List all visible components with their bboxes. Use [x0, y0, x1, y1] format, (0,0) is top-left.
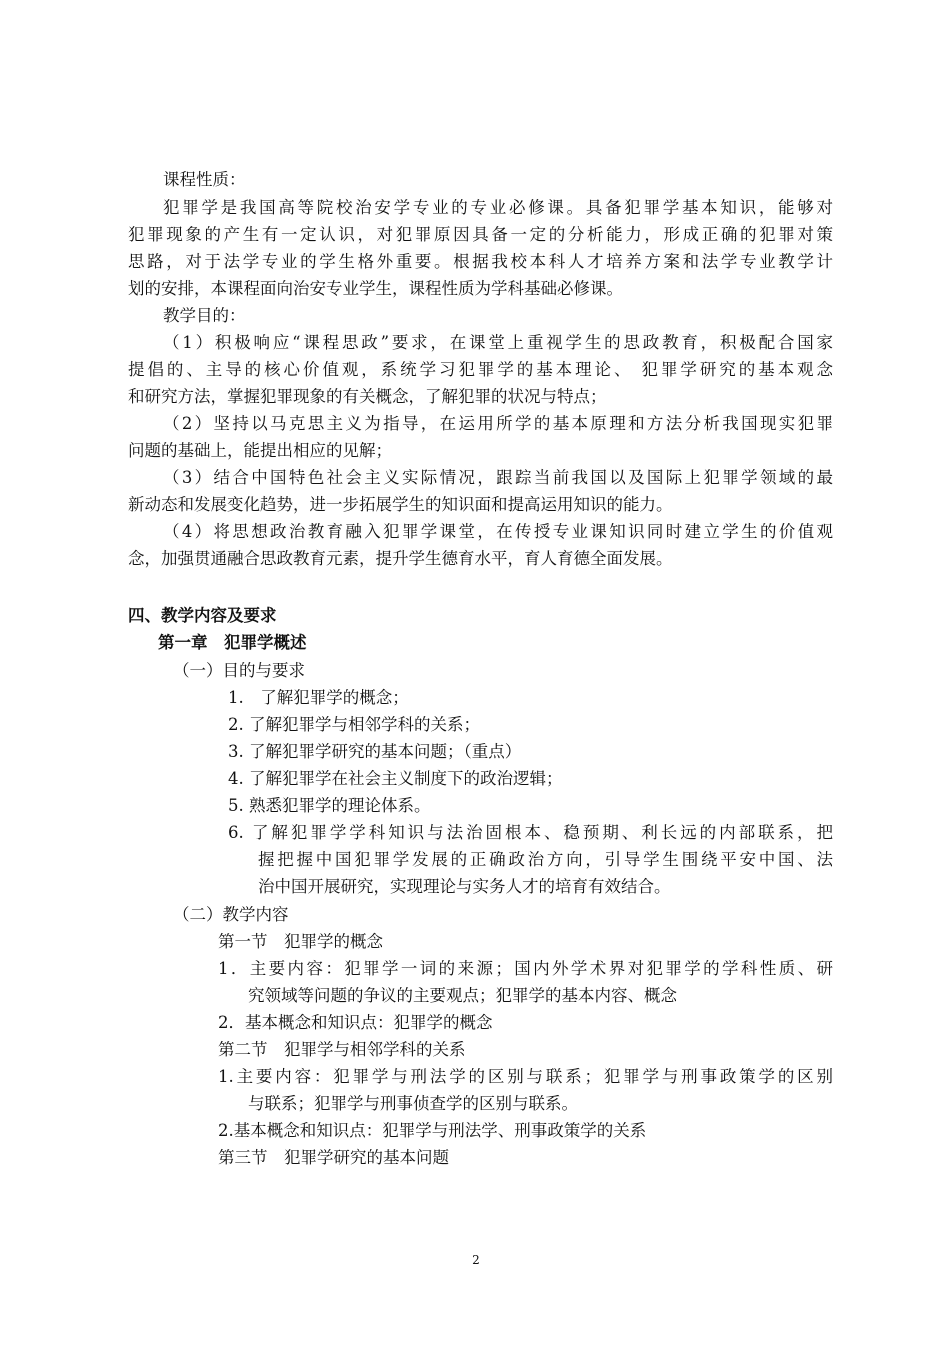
text-line: 究领域等问题的争议的主要观点；犯罪学的基本内容、概念 — [248, 986, 677, 1005]
page-number: 2 — [472, 1253, 480, 1267]
text-line: 和研究方法，掌握犯罪现象的有关概念，了解犯罪的状况与特点； — [128, 387, 607, 406]
text-line: 与联系；犯罪学与刑事侦查学的区别与联系。 — [248, 1094, 578, 1113]
text-line: 思路，对于法学专业的学生格外重要。根据我校本科人才培养方案和法学专业教学计 — [128, 252, 833, 271]
list-item: 3. 了解犯罪学研究的基本问题；（重点） — [228, 742, 522, 761]
text-line: 问题的基础上，能提出相应的见解； — [128, 441, 392, 460]
list-item-continuation: 握把握中国犯罪学发展的正确政治方向，引导学生围绕平安中国、法 — [258, 850, 833, 869]
text-line: 划的安排，本课程面向治安专业学生，课程性质为学科基础必修课。 — [128, 279, 623, 298]
text-line: （4）将思想政治教育融入犯罪学课堂，在传授专业课知识同时建立学生的价值观 — [163, 522, 833, 541]
text-line: 新动态和发展变化趋势，进一步拓展学生的知识面和提高运用知识的能力。 — [128, 495, 673, 514]
list-item: 4. 了解犯罪学在社会主义制度下的政治逻辑； — [228, 769, 563, 788]
text-line: 2．基本概念和知识点：犯罪学的概念 — [218, 1013, 493, 1032]
text-line: 犯罪现象的产生有一定认识，对犯罪原因具备一定的分析能力，形成正确的犯罪对策 — [128, 225, 833, 244]
list-item-continuation: 治中国开展研究，实现理论与实务人才的培育有效结合。 — [258, 877, 671, 896]
list-item: 2. 了解犯罪学与相邻学科的关系； — [228, 715, 480, 734]
section-title: 第二节 犯罪学与相邻学科的关系 — [218, 1040, 466, 1059]
section-title: 第三节 犯罪学研究的基本问题 — [218, 1148, 449, 1167]
text-line: 教学目的： — [163, 306, 246, 325]
text-line: 念，加强贯通融合思政教育元素，提升学生德育水平，育人育德全面发展。 — [128, 549, 673, 568]
list-item: 5. 熟悉犯罪学的理论体系。 — [228, 796, 431, 815]
text-line: （3）结合中国特色社会主义实际情况，跟踪当前我国以及国际上犯罪学领域的最 — [163, 468, 833, 487]
text-line: 提倡的、主导的核心价值观，系统学习犯罪学的基本理论、 犯罪学研究的基本观念 — [128, 360, 833, 379]
subsection-heading: （一）目的与要求 — [173, 661, 305, 680]
section-title: 第一节 犯罪学的概念 — [218, 932, 383, 951]
text-line: （1）积极响应“课程思政”要求，在课堂上重视学生的思政教育，积极配合国家 — [163, 333, 833, 352]
section-heading: 四、教学内容及要求 — [128, 606, 277, 625]
text-line: 2.基本概念和知识点：犯罪学与刑法学、刑事政策学的关系 — [218, 1121, 647, 1140]
list-item: 6. 了解犯罪学学科知识与法治固根本、稳预期、利长远的内部联系，把 — [228, 823, 833, 842]
text-line: 1．主要内容：犯罪学一词的来源；国内外学术界对犯罪学的学科性质、研 — [218, 959, 833, 978]
chapter-title: 第一章 犯罪学概述 — [158, 633, 307, 652]
text-line: 课程性质： — [163, 170, 246, 189]
list-item: 1. 了解犯罪学的概念； — [228, 688, 409, 707]
text-line: 犯罪学是我国高等院校治安学专业的专业必修课。具备犯罪学基本知识，能够对 — [163, 198, 833, 217]
text-line: （2）坚持以马克思主义为指导，在运用所学的基本原理和方法分析我国现实犯罪 — [163, 414, 833, 433]
text-line: 1.主要内容：犯罪学与刑法学的区别与联系；犯罪学与刑事政策学的区别 — [218, 1067, 833, 1086]
subsection-heading: （二）教学内容 — [173, 905, 289, 924]
